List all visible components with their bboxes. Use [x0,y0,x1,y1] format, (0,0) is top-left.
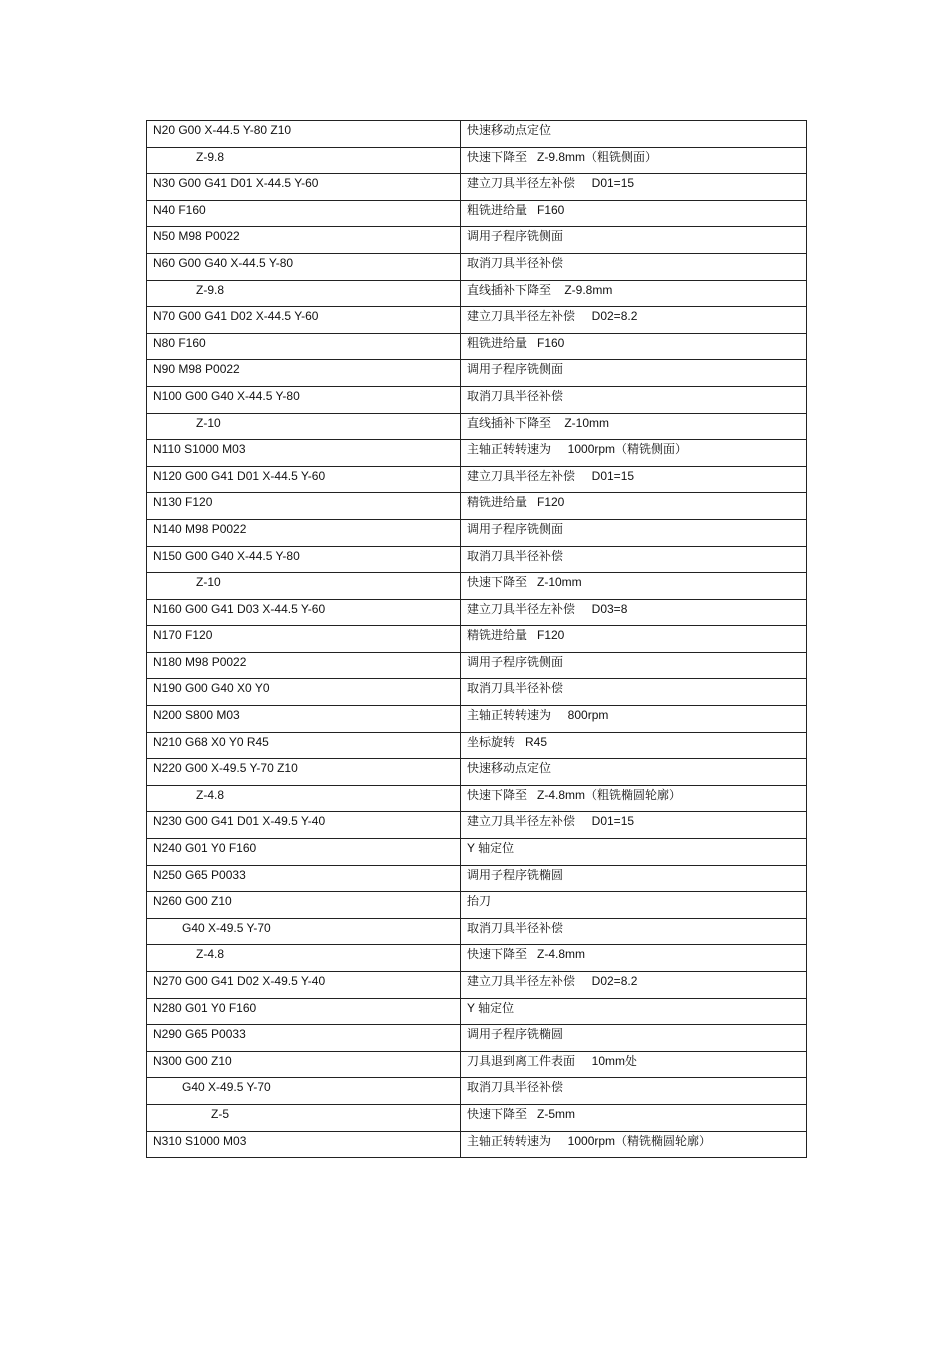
nc-code-cell: N200 S800 M03 [147,706,461,733]
table-row [147,174,807,201]
nc-code-cell: N210 G68 X0 Y0 R45 [147,732,461,759]
description-cell: 直线插补下降至 Z-10mm [461,413,807,440]
description-cell: 坐标旋转 R45 [461,732,807,759]
nc-code-cell: N120 G00 G41 D01 X-44.5 Y-60 [147,466,461,493]
nc-code-cell: N170 F120 [147,626,461,653]
nc-code-cell: N80 F160 [147,333,461,360]
table-row [147,147,807,174]
table-row [147,440,807,467]
description-cell: 直线插补下降至 Z-9.8mm [461,280,807,307]
description-cell: 取消刀具半径补偿 [461,386,807,413]
table-row [147,413,807,440]
description-cell: 快速下降至 Z-9.8mm（粗铣侧面） [461,147,807,174]
description-cell: 建立刀具半径左补偿 D02=8.2 [461,972,807,999]
description-cell: 调用子程序铣侧面 [461,227,807,254]
description-cell: 建立刀具半径左补偿 D01=15 [461,466,807,493]
table-row [147,732,807,759]
nc-code-cell: Z-10 [147,413,461,440]
nc-code-cell: N280 G01 Y0 F160 [147,998,461,1025]
description-cell: 主轴正转转速为 1000rpm（精铣椭圆轮廓） [461,1131,807,1158]
description-cell: 抬刀 [461,892,807,919]
table-row [147,812,807,839]
description-cell: 快速下降至 Z-5mm [461,1104,807,1131]
table-row [147,280,807,307]
table-row [147,1025,807,1052]
description-cell: 精铣进给量 F120 [461,626,807,653]
description-cell: 调用子程序铣侧面 [461,652,807,679]
nc-code-cell: Z-10 [147,573,461,600]
table-row [147,493,807,520]
nc-code-cell: N260 G00 Z10 [147,892,461,919]
table-row [147,307,807,334]
nc-code-cell: N250 G65 P0033 [147,865,461,892]
table-row [147,253,807,280]
table-row [147,679,807,706]
table-body [147,121,807,1158]
description-cell: 取消刀具半径补偿 [461,918,807,945]
description-cell: 快速下降至 Z-4.8mm（粗铣椭圆轮廓） [461,785,807,812]
table-row [147,573,807,600]
nc-code-cell: Z-5 [147,1104,461,1131]
description-cell: 建立刀具半径左补偿 D03=8 [461,599,807,626]
nc-code-cell: N60 G00 G40 X-44.5 Y-80 [147,253,461,280]
table-row [147,546,807,573]
nc-code-cell: N100 G00 G40 X-44.5 Y-80 [147,386,461,413]
table-row [147,519,807,546]
nc-code-cell: G40 X-49.5 Y-70 [147,918,461,945]
nc-code-cell: Z-9.8 [147,280,461,307]
table-row [147,1051,807,1078]
description-cell: 取消刀具半径补偿 [461,253,807,280]
description-cell: 粗铣进给量 F160 [461,200,807,227]
nc-code-cell: Z-9.8 [147,147,461,174]
table-row [147,599,807,626]
nc-code-cell: G40 X-49.5 Y-70 [147,1078,461,1105]
description-cell: 快速下降至 Z-10mm [461,573,807,600]
description-cell: 快速下降至 Z-4.8mm [461,945,807,972]
table-row [147,466,807,493]
nc-code-cell: N290 G65 P0033 [147,1025,461,1052]
description-cell: 刀具退到离工件表面 10mm处 [461,1051,807,1078]
table-row [147,333,807,360]
description-cell: 取消刀具半径补偿 [461,679,807,706]
nc-code-cell: N160 G00 G41 D03 X-44.5 Y-60 [147,599,461,626]
description-cell: 主轴正转转速为 1000rpm（精铣侧面） [461,440,807,467]
nc-code-cell: N150 G00 G40 X-44.5 Y-80 [147,546,461,573]
table-row [147,865,807,892]
nc-code-cell: Z-4.8 [147,785,461,812]
description-cell: 建立刀具半径左补偿 D02=8.2 [461,307,807,334]
nc-code-cell: N230 G00 G41 D01 X-49.5 Y-40 [147,812,461,839]
description-cell: 建立刀具半径左补偿 D01=15 [461,174,807,201]
nc-code-cell: N90 M98 P0022 [147,360,461,387]
description-cell: 调用子程序铣椭圆 [461,1025,807,1052]
table-row [147,1104,807,1131]
nc-code-cell: Z-4.8 [147,945,461,972]
description-cell: 调用子程序铣侧面 [461,519,807,546]
nc-code-cell: N220 G00 X-49.5 Y-70 Z10 [147,759,461,786]
table-row [147,785,807,812]
nc-code-cell: N190 G00 G40 X0 Y0 [147,679,461,706]
description-cell: 精铣进给量 F120 [461,493,807,520]
nc-code-cell: N140 M98 P0022 [147,519,461,546]
nc-code-cell: N40 F160 [147,200,461,227]
nc-code-cell: N270 G00 G41 D02 X-49.5 Y-40 [147,972,461,999]
nc-code-cell: N50 M98 P0022 [147,227,461,254]
table-row [147,626,807,653]
table-row [147,227,807,254]
description-cell: Y 轴定位 [461,998,807,1025]
description-cell: 建立刀具半径左补偿 D01=15 [461,812,807,839]
table-row [147,706,807,733]
nc-code-cell: N20 G00 X-44.5 Y-80 Z10 [147,121,461,148]
description-cell: 调用子程序铣椭圆 [461,865,807,892]
nc-code-cell: N110 S1000 M03 [147,440,461,467]
nc-code-cell: N130 F120 [147,493,461,520]
table-row [147,121,807,148]
table-row [147,759,807,786]
description-cell: 调用子程序铣侧面 [461,360,807,387]
description-cell: 取消刀具半径补偿 [461,1078,807,1105]
description-cell: 取消刀具半径补偿 [461,546,807,573]
table-row [147,892,807,919]
description-cell: 快速移动点定位 [461,121,807,148]
table-row [147,839,807,866]
table-row [147,998,807,1025]
description-cell: Y 轴定位 [461,839,807,866]
nc-code-cell: N300 G00 Z10 [147,1051,461,1078]
table-row [147,945,807,972]
table-row [147,972,807,999]
table-row [147,386,807,413]
table-row [147,652,807,679]
nc-code-cell: N180 M98 P0022 [147,652,461,679]
description-cell: 主轴正转转速为 800rpm [461,706,807,733]
table-row [147,918,807,945]
nc-code-cell: N240 G01 Y0 F160 [147,839,461,866]
table-row [147,1078,807,1105]
table-row [147,360,807,387]
description-cell: 粗铣进给量 F160 [461,333,807,360]
description-cell: 快速移动点定位 [461,759,807,786]
table-row [147,1131,807,1158]
nc-code-cell: N310 S1000 M03 [147,1131,461,1158]
nc-program-table [146,120,807,1158]
table-row [147,200,807,227]
nc-code-cell: N70 G00 G41 D02 X-44.5 Y-60 [147,307,461,334]
nc-code-cell: N30 G00 G41 D01 X-44.5 Y-60 [147,174,461,201]
